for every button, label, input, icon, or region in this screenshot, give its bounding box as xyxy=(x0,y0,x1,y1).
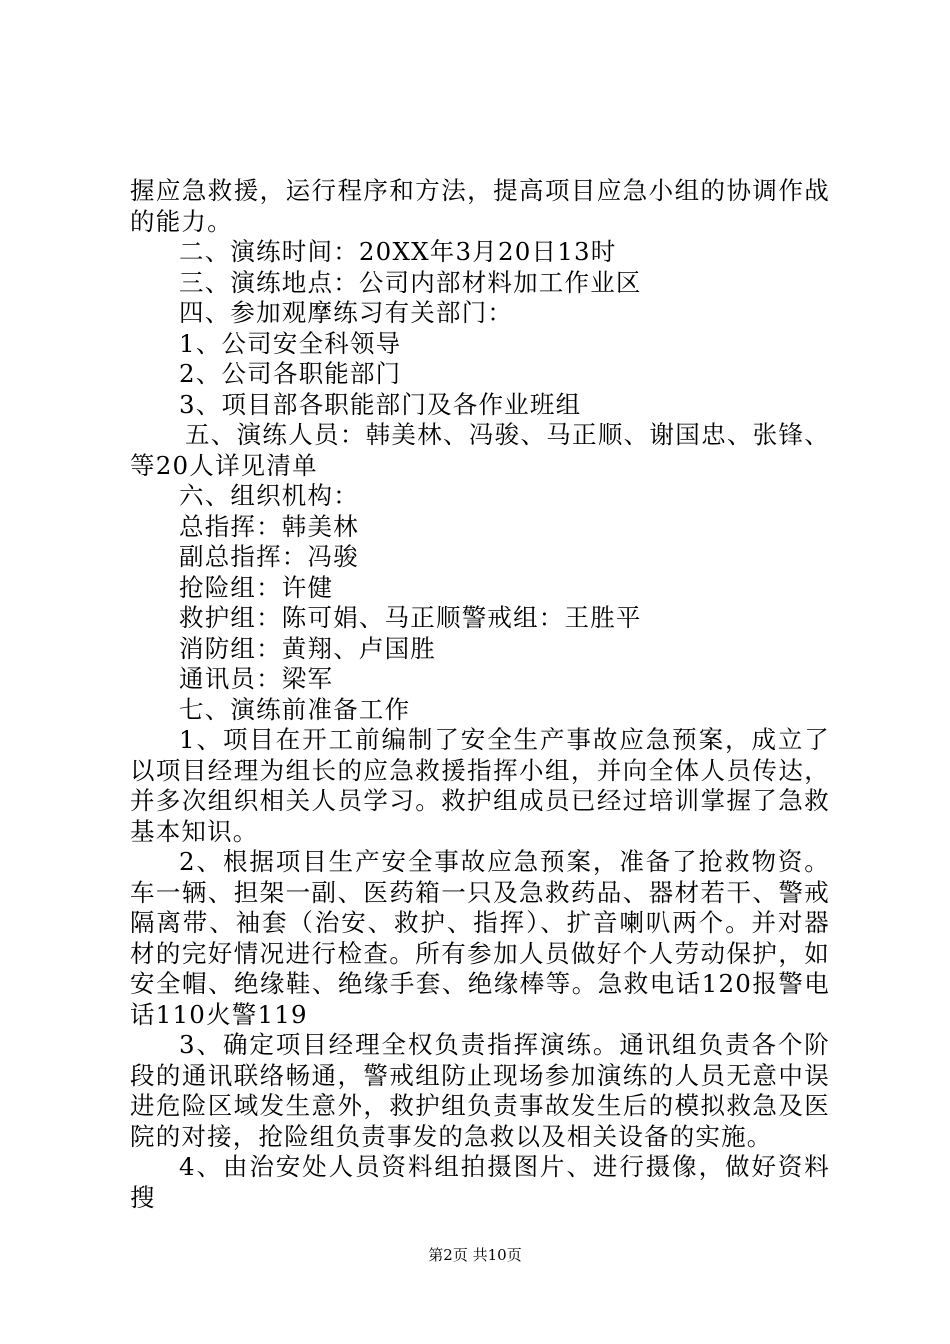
paragraph: 3、项目部各职能部门及各作业班组 xyxy=(179,389,582,419)
paragraph: 七、演练前准备工作 xyxy=(179,694,411,724)
paragraph: 通讯员：梁军 xyxy=(179,664,334,693)
paragraph: 1、公司安全科领导 xyxy=(179,328,402,358)
paragraph: 抢险组：许健 xyxy=(179,572,334,602)
page-number-footer: 第2页 共10页 xyxy=(428,1246,522,1264)
paragraph: 六、组织机构： xyxy=(179,481,359,510)
paragraph: 五、演练人员：韩美林、冯骏、马正顺、谢国忠、张锋、等20人详见清单 xyxy=(130,420,830,480)
paragraph: 2、公司各职能部门 xyxy=(179,359,402,388)
paragraph: 2、根据项目生产安全事故应急预案，准备了抢救物资。车一辆、担架一副、医药箱一只及急救药品、器材若干、警戒隔离带、袖套（治安、救护、指挥）、扩音喇叭两个。并对器材的完好情况进行检查。所有参加人员做好个人劳动保护，如安全帽、绝缘鞋、绝缘手套、绝缘棒等。急救电话120报警电话110火警119 xyxy=(130,847,830,1029)
paragraph: 4、由治安处人员资料组拍摄图片、进行摄像，做好资料搜 xyxy=(130,1152,830,1212)
paragraph: 1、项目在开工前编制了安全生产事故应急预案，成立了以项目经理为组长的应急救援指挥小组，并向全体人员传达，并多次组织相关人员学习。救护组成员已经过培训掌握了急救基本知识。 xyxy=(130,725,830,846)
paragraph: 3、确定项目经理全权负责指挥演练。通讯组负责各个阶段的通讯联络畅通，警戒组防止现场参加演练的人员无意中误进危险区域发生意外，救护组负责事故发生后的模拟救急及医院的对接，抢险组负责事发的急救以及相关设备的实施。 xyxy=(130,1030,830,1151)
paragraph: 四、参加观摩练习有关部门： xyxy=(179,298,514,327)
document-body xyxy=(130,176,830,1213)
paragraph: 总指挥：韩美林 xyxy=(179,511,359,541)
paragraph: 消防组：黄翔、卢国胜 xyxy=(179,633,436,663)
paragraph: 握应急救援，运行程序和方法，提高项目应急小组的协调作战的能力。 xyxy=(130,176,830,236)
paragraph: 救护组：陈可娟、马正顺警戒组：王胜平 xyxy=(179,603,642,632)
paragraph: 三、演练地点：公司内部材料加工作业区 xyxy=(179,267,642,297)
paragraph: 副总指挥：冯骏 xyxy=(179,542,359,571)
paragraph: 二、演练时间：20XX年3月20日13时 xyxy=(179,237,617,266)
